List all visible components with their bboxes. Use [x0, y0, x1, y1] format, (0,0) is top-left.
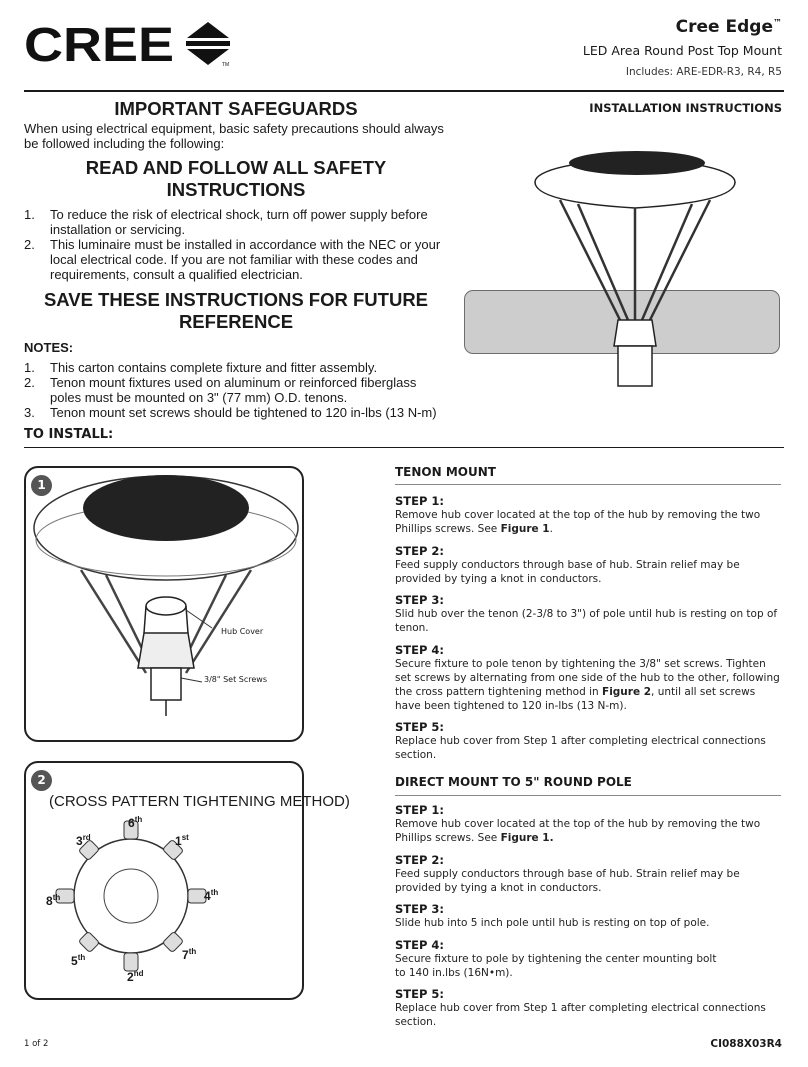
- tenon-step-5: STEP 5: Replace hub cover from Step 1 after completing electrical connections section.: [395, 720, 766, 761]
- list-item: 2. Tenon mount fixtures used on aluminum or reinforced fiberglass poles must be mounted on 3" (77 mm) O.D. tenons.: [24, 375, 417, 405]
- position-label: 5th: [71, 953, 86, 968]
- notes-list: [24, 360, 448, 420]
- hub-cover-label: Hub Cover: [221, 627, 264, 636]
- list-item: 1. To reduce the risk of electrical shock, turn off power supply before installation or servicing.: [24, 207, 428, 237]
- section-rule: [395, 795, 781, 796]
- position-label: 3rd: [76, 833, 91, 848]
- tenon-step-4: STEP 4: Secure fixture to pole tenon by tightening the 3/8" set screws. Tighten set screws by alternating from one side of the hub to the other, following the cross pattern tightening method in Figure 2, until all set screws have been tightened to 120 in-lbs (13 N-m).: [395, 643, 780, 712]
- position-label: 1st: [175, 833, 189, 848]
- save-instructions-title: SAVE THESE INSTRUCTIONS FOR FUTURE REFERENCE: [43, 289, 429, 332]
- direct-step-5: STEP 5: Replace hub cover from Step 1 after completing electrical connections section.: [395, 987, 766, 1028]
- position-label: 6th: [128, 815, 143, 830]
- document-code: CI088X03R4: [710, 1038, 782, 1050]
- luminaire-illustration: [520, 142, 750, 390]
- position-label: 8th: [46, 893, 61, 908]
- figure-1-badge: 1: [31, 475, 52, 496]
- product-title: Cree Edge™: [675, 17, 782, 37]
- to-install-heading: TO INSTALL:: [24, 427, 114, 442]
- position-label: 7th: [182, 947, 197, 962]
- figure-2: [24, 761, 350, 1000]
- includes-models: Includes: ARE-EDR-R3, R4, R5: [625, 66, 782, 78]
- safeguards-intro: When using electrical equipment, basic safety precautions should always be followed including the following:: [24, 121, 444, 151]
- tenon-step-1: STEP 1: Remove hub cover located at the top of the hub by removing the two Phillips screws. See Figure 1.: [395, 494, 761, 535]
- position-label: 2nd: [127, 969, 144, 984]
- section-rule: [395, 484, 781, 485]
- safety-list: [24, 207, 448, 282]
- trademark: ™: [773, 18, 782, 29]
- header-divider: [24, 90, 784, 92]
- direct-step-2: STEP 2: Feed supply conductors through base of hub. Strain relief may be provided by tying a knot in conductors.: [395, 853, 740, 894]
- section-divider: [24, 447, 784, 448]
- cree-logo: [24, 19, 236, 72]
- tenon-step-2: STEP 2: Feed supply conductors through base of hub. Strain relief may be provided by tying a knot in conductors.: [395, 544, 740, 585]
- read-follow-title: READ AND FOLLOW ALL SAFETY INSTRUCTIONS: [85, 157, 387, 200]
- figure-2-title: (CROSS PATTERN TIGHTENING METHOD): [49, 793, 350, 810]
- product-subtitle: LED Area Round Post Top Mount: [582, 43, 782, 58]
- hub-cover-diagram: [26, 468, 306, 744]
- tenon-mount-title: TENON MOUNT: [395, 465, 496, 479]
- installation-instructions-label: INSTALLATION INSTRUCTIONS: [589, 101, 782, 115]
- position-label: 4th: [204, 888, 219, 903]
- direct-step-3: STEP 3: Slide hub into 5 inch pole until hub is resting on top of pole.: [395, 902, 710, 929]
- brand-text: CREE: [24, 19, 174, 72]
- list-item: 2. This luminaire must be installed in accordance with the NEC or your local electrical code. If you are not familiar with these codes and requirements, consult a qualified electrician.: [24, 237, 441, 282]
- list-item: 3. Tenon mount set screws should be tightened to 120 in-lbs (13 N-m): [24, 405, 437, 420]
- direct-mount-title: DIRECT MOUNT TO 5" ROUND POLE: [395, 775, 632, 789]
- list-item: 1. This carton contains complete fixture and fitter assembly.: [24, 360, 378, 375]
- notes-title: NOTES:: [24, 340, 74, 355]
- figure-1: [24, 466, 304, 742]
- page-number: 1 of 2: [24, 1039, 49, 1049]
- safeguards-title: IMPORTANT SAFEGUARDS: [114, 98, 358, 119]
- tenon-step-3: STEP 3: Slid hub over the tenon (2-3/8 to 3") of pole until hub is resting on top of tenon.: [395, 593, 778, 634]
- figure-2-badge: 2: [31, 770, 52, 791]
- direct-step-4: STEP 4: Secure fixture to pole by tightening the center mounting bolt to 140 in.lbs (16N•m).: [395, 938, 717, 979]
- brand-tm: TM: [222, 62, 230, 68]
- set-screws-label: 3/8" Set Screws: [204, 675, 267, 684]
- direct-step-1: STEP 1: Remove hub cover located at the top of the hub by removing the two Phillips screws. See Figure 1.: [395, 803, 761, 844]
